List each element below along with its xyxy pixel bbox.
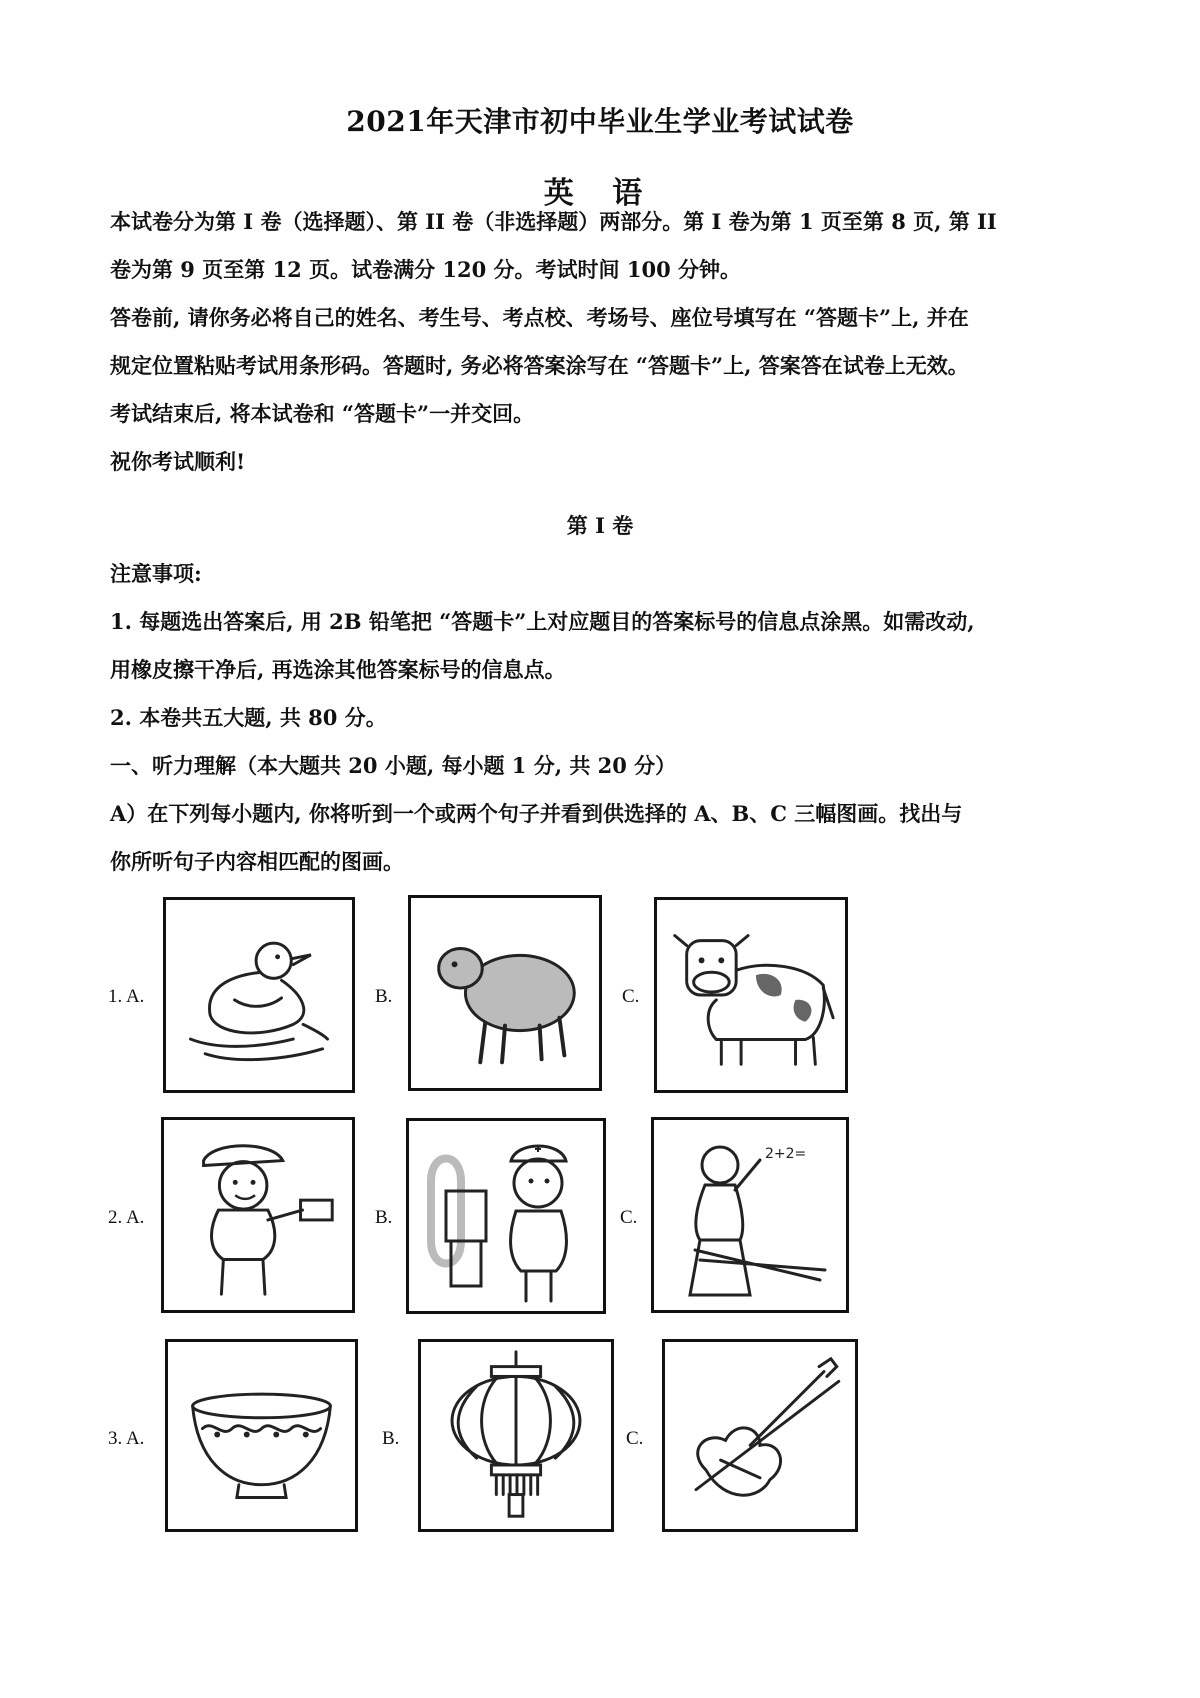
intro-line-2: 卷为第 9 页至第 12 页。试卷满分 120 分。考试时间 100 分钟。 <box>110 257 741 282</box>
q3-option-a[interactable] <box>165 1339 358 1532</box>
intro-line-5: 考试结束后, 将本试卷和 “答题卡”一并交回。 <box>110 401 535 426</box>
q2-option-a[interactable] <box>161 1117 355 1313</box>
teacher-icon <box>654 1120 846 1310</box>
violin-icon <box>665 1342 855 1529</box>
board-text: 2+2= <box>765 1146 807 1162</box>
intro-line-4: 规定位置粘贴考试用条形码。答题时, 务必将答案涂写在 “答题卡”上, 答案答在试卷上无效。 <box>110 353 969 378</box>
notice-1-line-1: 1. 每题选出答案后, 用 2B 铅笔把 “答题卡”上对应题目的答案标号的信息点涂黑。如需改动, <box>110 609 975 634</box>
notice-1-line-2: 用橡皮擦干净后, 再选涂其他答案标号的信息点。 <box>110 657 566 682</box>
q3-option-c[interactable] <box>662 1339 858 1532</box>
exam-title: 2021年天津市初中毕业生学业考试试卷 <box>346 105 854 138</box>
section1-a-line-1: A）在下列每小题内, 你将听到一个或两个句子并看到供选择的 A、B、C 三幅图画。找出与 <box>110 801 963 826</box>
q2-option-b[interactable] <box>406 1118 606 1314</box>
intro-line-3: 答卷前, 请你务必将自己的姓名、考生号、考点校、考场号、座位号填写在 “答题卡”上, 并在 <box>110 305 969 330</box>
subject-title: 英 语 <box>543 176 657 211</box>
q3-option-b[interactable] <box>418 1339 614 1532</box>
sheep-icon <box>411 898 599 1088</box>
q3-label-b: B. <box>382 1428 400 1449</box>
cow-icon <box>657 900 845 1090</box>
intro-line-1: 本试卷分为第 I 卷（选择题）、第 II 卷（非选择题）两部分。第 I 卷为第 1 页至第 8 页, 第 II <box>110 209 997 234</box>
duck-icon <box>166 900 352 1090</box>
q1-option-c[interactable] <box>654 897 848 1093</box>
q1-option-b[interactable] <box>408 895 602 1091</box>
q2-label-a: 2. A. <box>108 1207 145 1228</box>
q1-label-c: C. <box>622 986 640 1007</box>
q2-option-c[interactable] <box>651 1117 849 1313</box>
q3-label-a: 3. A. <box>108 1428 145 1449</box>
q3-label-c: C. <box>626 1428 644 1449</box>
q1-option-a[interactable] <box>163 897 355 1093</box>
section1-a-line-2: 你所听句子内容相匹配的图画。 <box>110 849 404 874</box>
notice-2: 2. 本卷共五大题, 共 80 分。 <box>110 705 387 730</box>
part1-title: 第 I 卷 <box>566 513 634 538</box>
q2-label-c: C. <box>620 1207 638 1228</box>
postman-icon <box>164 1120 352 1310</box>
lantern-icon <box>421 1342 611 1529</box>
notice-heading: 注意事项: <box>110 561 202 586</box>
q1-label-b: B. <box>375 986 393 1007</box>
intro-line-6: 祝你考试顺利! <box>110 449 246 474</box>
q1-label-a: 1. A. <box>108 986 145 1007</box>
nurse-icon <box>409 1121 603 1311</box>
bowl-icon <box>168 1342 355 1529</box>
section1-heading: 一、听力理解（本大题共 20 小题, 每小题 1 分, 共 20 分） <box>110 753 677 778</box>
q2-label-b: B. <box>375 1207 393 1228</box>
